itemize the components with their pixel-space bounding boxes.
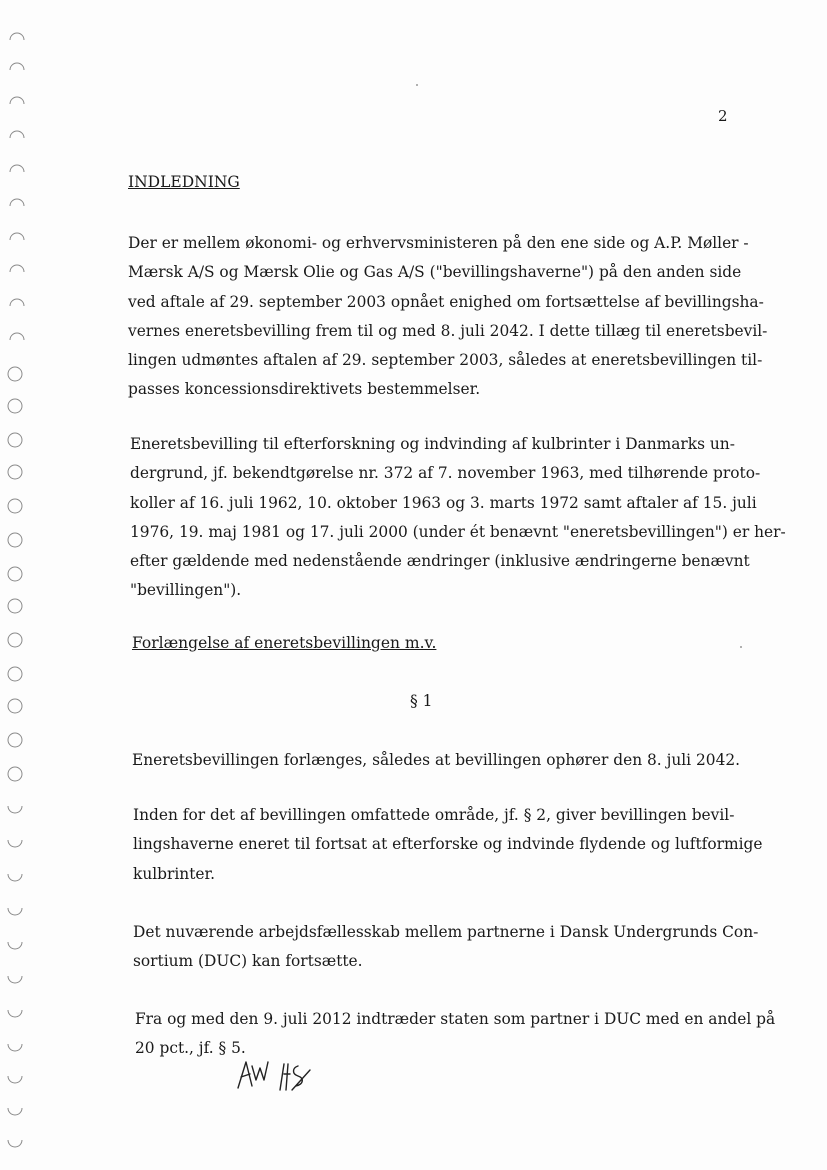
section-1-paragraph-2 — [133, 801, 763, 889]
section-1-paragraph-1 — [132, 746, 741, 775]
text-line: kulbrinter. — [133, 864, 216, 883]
text-line: Eneretsbevilling til efterforskning og indvinding af kulbrinter i Danmarks un- — [130, 435, 735, 453]
text-line: Eneretsbevillingen forlænges, således at bevillingen ophører den 8. juli 2042. — [132, 751, 741, 769]
scan-speck — [416, 84, 418, 86]
text-line: Inden for det af bevillingen omfattede område, jf. § 2, giver bevillingen bevil- — [133, 806, 735, 824]
section-mark: § 1 — [410, 692, 433, 710]
text-line: ved aftale af 29. september 2003 opnået enighed om fortsættelse af bevillingsha- — [128, 292, 764, 311]
section-1-paragraph-3 — [133, 918, 759, 977]
scope-paragraph — [130, 430, 786, 606]
text-line: efter gældende med nedenstående ændringer (inklusive ændringerne benævnt — [130, 552, 750, 571]
text-line: lingshaverne eneret til fortsat at efterforske og indvinde flydende og luftformige — [133, 835, 763, 854]
text-line: Fra og med den 9. juli 2012 indtræder staten som partner i DUC med en andel på — [135, 1010, 776, 1028]
text-line: Det nuværende arbejdsfællesskab mellem partnerne i Dansk Undergrunds Con- — [133, 923, 759, 941]
text-line: Mærsk A/S og Mærsk Olie og Gas A/S ("bevillingshaverne") på den anden side — [128, 263, 742, 282]
subheading-extension: Forlængelse af eneretsbevillingen m.v. — [132, 634, 437, 652]
section-1-paragraph-4 — [135, 1005, 776, 1064]
text-line: Der er mellem økonomi- og erhvervsministeren på den ene side og A.P. Møller - — [128, 234, 749, 252]
heading-indledning: INDLEDNING — [128, 173, 240, 191]
binder-holes — [0, 0, 40, 1170]
text-line: sortium (DUC) kan fortsætte. — [133, 952, 363, 971]
page-number: 2 — [718, 107, 728, 125]
text-line: 20 pct., jf. § 5. — [135, 1039, 246, 1058]
text-line: 1976, 19. maj 1981 og 17. juli 2000 (under ét benævnt "eneretsbevillingen") er her- — [130, 522, 786, 541]
scan-speck — [740, 646, 742, 648]
text-line: koller af 16. juli 1962, 10. oktober 1963 og 3. marts 1972 samt aftaler af 15. juli — [130, 493, 757, 512]
handwritten-initials — [232, 1050, 322, 1096]
text-line: passes koncessionsdirektivets bestemmelser. — [128, 380, 481, 399]
intro-paragraph — [128, 229, 768, 405]
text-line: dergrund, jf. bekendtgørelse nr. 372 af 7. november 1963, med tilhørende proto- — [130, 464, 761, 483]
text-line: vernes eneretsbevilling frem til og med 8. juli 2042. I dette tillæg til eneretsbevil- — [128, 321, 768, 340]
text-line: "bevillingen"). — [130, 581, 242, 600]
text-line: lingen udmøntes aftalen af 29. september 2003, således at eneretsbevillingen til- — [128, 351, 763, 370]
